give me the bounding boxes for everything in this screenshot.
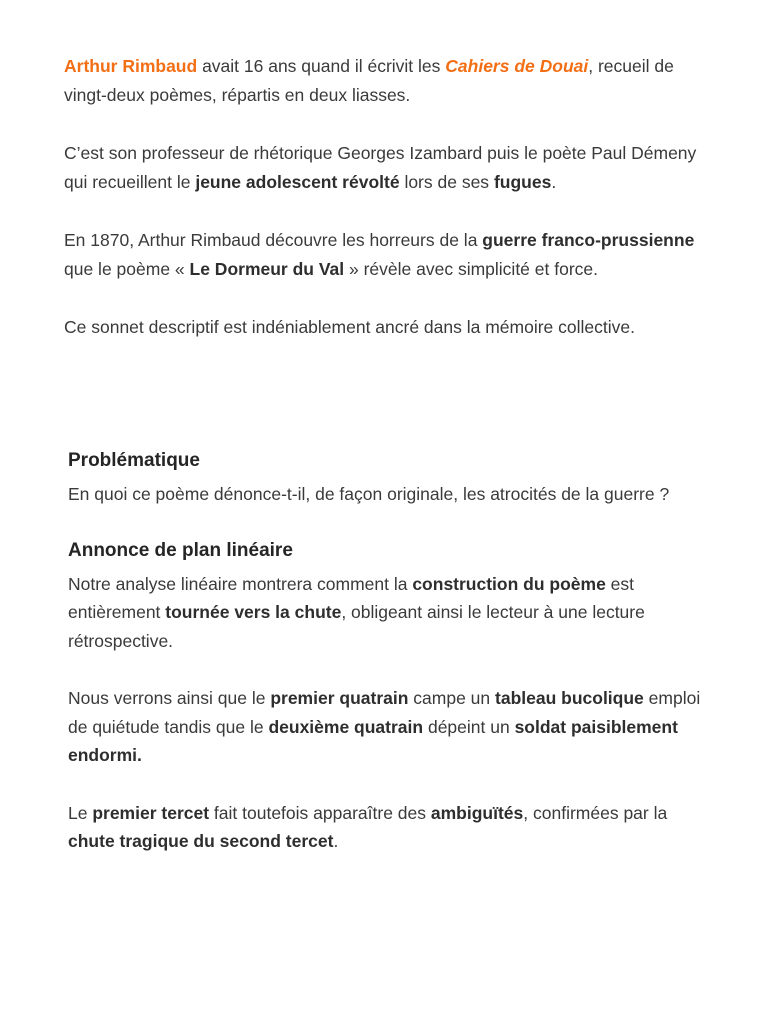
text: Notre analyse linéaire montrera comment la xyxy=(68,573,413,594)
emphasis: premier tercet xyxy=(92,802,210,823)
plan-paragraph-2 xyxy=(68,684,708,770)
intro-paragraph-2 xyxy=(64,139,714,197)
emphasis: construction du poème xyxy=(412,573,606,594)
text: dépeint un xyxy=(423,716,515,737)
text: » révèle avec simplicité et force. xyxy=(344,259,598,279)
emphasis: soldat paisiblement endormi. xyxy=(68,716,678,765)
emphasis: deuxième quatrain xyxy=(268,716,424,737)
text: campe un xyxy=(408,688,496,708)
emphasis: guerre franco-prussienne xyxy=(482,230,695,250)
text: lors de ses xyxy=(399,172,494,192)
emphasis: tournée vers la chute xyxy=(165,602,342,622)
text: , recueil de vingt-deux poèmes, répartis en deux liasses. xyxy=(64,56,674,105)
problematique-heading: Problématique xyxy=(68,450,200,471)
text: est entièrement xyxy=(68,573,635,622)
author-name: Arthur Rimbaud xyxy=(64,56,198,76)
text: Ce sonnet descriptif est indéniablement ancré dans la mémoire collective. xyxy=(64,317,635,337)
intro-paragraph-1 xyxy=(64,52,714,110)
emphasis: tableau bucolique xyxy=(495,688,644,708)
text: , confirmées par la xyxy=(523,802,668,823)
analysis-section xyxy=(68,448,708,885)
emphasis: jeune adolescent révolté xyxy=(195,172,400,192)
intro-paragraph-3 xyxy=(64,226,714,284)
emphasis: premier quatrain xyxy=(270,688,409,708)
text: Le xyxy=(68,802,93,823)
emphasis: ambiguïtés xyxy=(430,802,524,823)
text: fait toutefois apparaître des xyxy=(209,802,431,823)
intro-section xyxy=(64,52,714,371)
text: En 1870, Arthur Rimbaud découvre les horreurs de la xyxy=(64,230,483,250)
problematique-text: En quoi ce poème dénonce-t-il, de façon originale, les atrocités de la guerre ? xyxy=(68,484,670,504)
work-title: Cahiers de Douai xyxy=(445,56,589,76)
plan-heading: Annonce de plan linéaire xyxy=(68,539,293,561)
emphasis: fugues xyxy=(493,172,552,192)
text: . xyxy=(551,172,557,192)
text: . xyxy=(333,831,339,851)
poem-title: Le Dormeur du Val xyxy=(189,259,345,279)
plan-paragraph-1 xyxy=(68,570,708,656)
text: avait 16 ans quand il écrivit les xyxy=(197,56,446,76)
intro-paragraph-4 xyxy=(64,313,714,342)
text: C’est son professeur de rhétorique Georges Izambard puis le poète Paul Démeny qui recueillent le xyxy=(64,143,697,192)
text: emploi de quiétude tandis que le xyxy=(68,688,701,737)
emphasis: chute tragique du second tercet xyxy=(68,831,334,851)
text: que le poème « xyxy=(64,259,190,279)
text: Nous verrons ainsi que le xyxy=(68,688,271,708)
plan-paragraph-3 xyxy=(68,799,708,856)
text: , obligeant ainsi le lecteur à une lecture rétrospective. xyxy=(68,602,645,651)
